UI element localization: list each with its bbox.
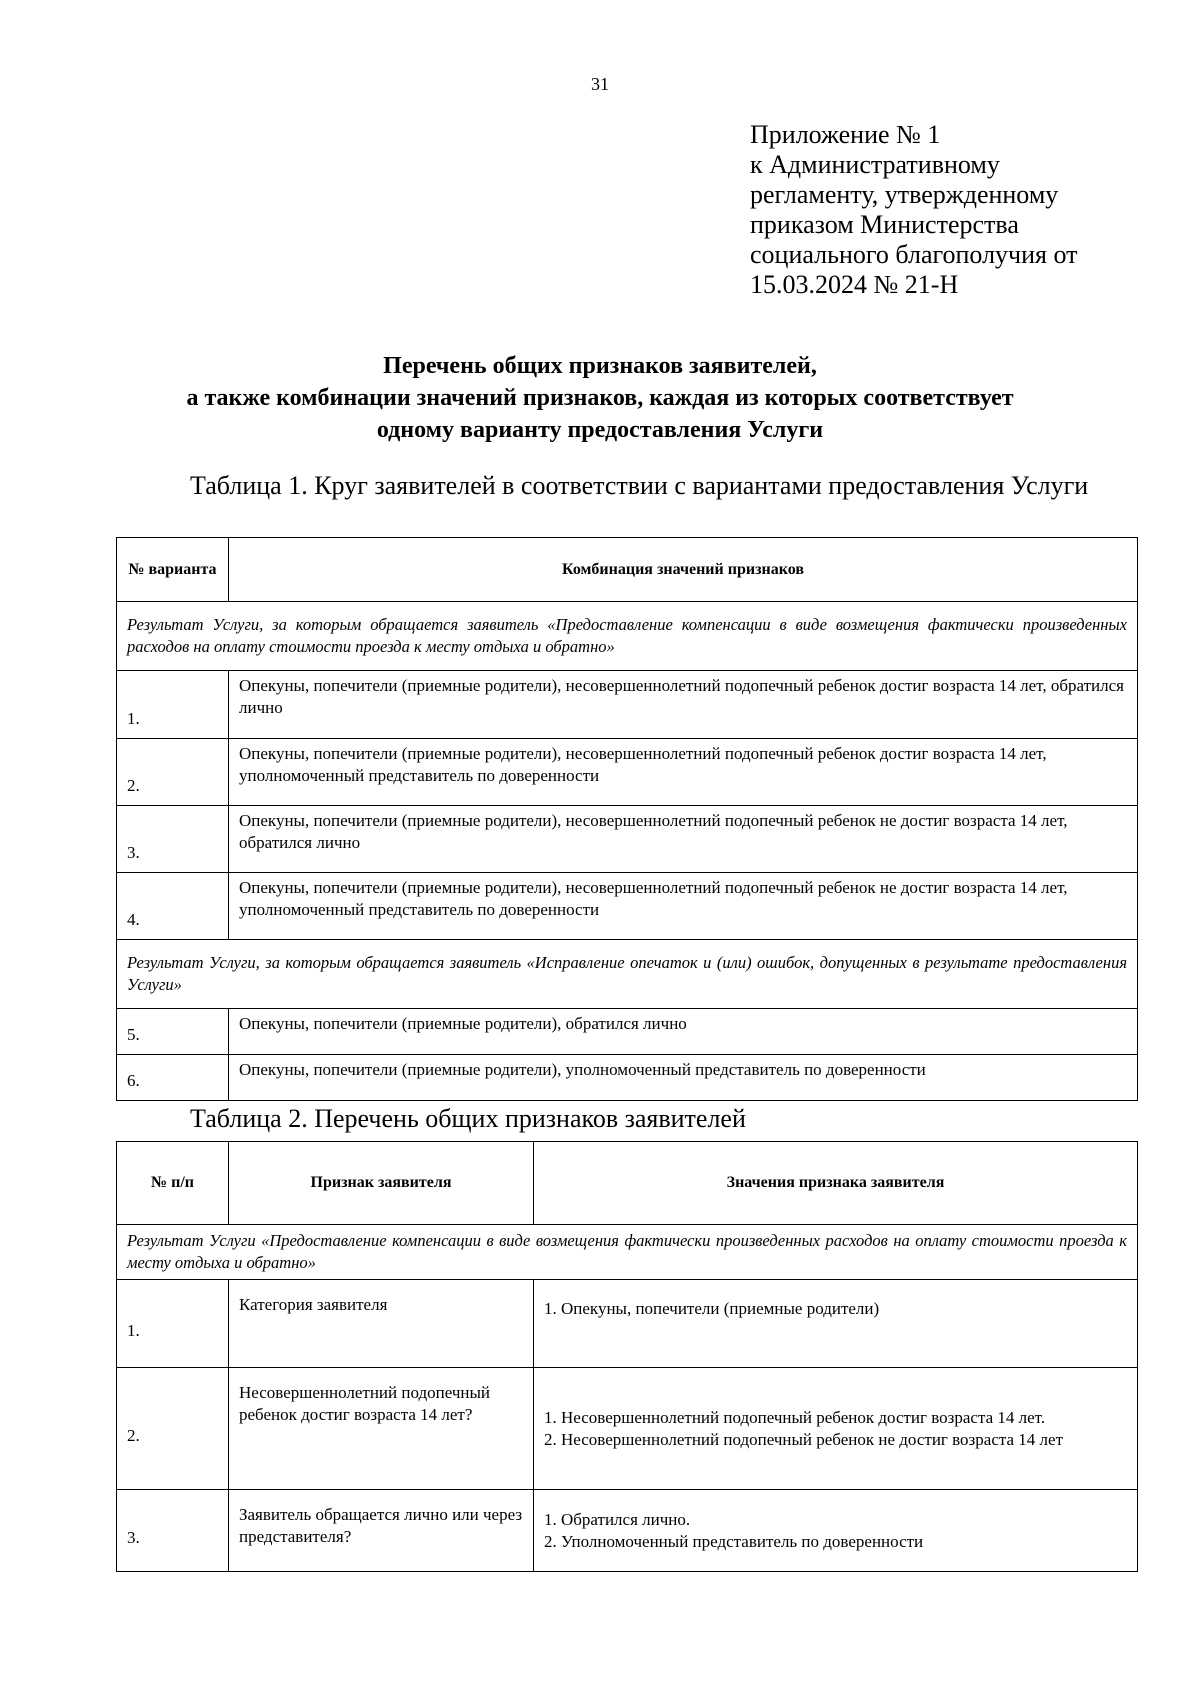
row-text: Опекуны, попечители (приемные родители), обратился лично bbox=[229, 1009, 1138, 1055]
row-number: 2. bbox=[117, 1368, 229, 1490]
group-heading: Результат Услуги, за которым обращается заявитель «Исправление опечаток и (или) ошибок, допущенных в результате предоставления Услуги» bbox=[117, 940, 1138, 1009]
appendix-line: регламенту, утвержденному bbox=[750, 180, 1059, 209]
table-header-row bbox=[117, 1142, 1138, 1225]
title-line: одному варианту предоставления Услуги bbox=[376, 417, 824, 443]
row-text: Опекуны, попечители (приемные родители), несовершеннолетний подопечный ребенок достиг возраста 14 лет, обратился лично bbox=[229, 671, 1138, 739]
sign-value: 1. Обратился лично. bbox=[544, 1509, 691, 1529]
group-heading-row bbox=[117, 602, 1138, 671]
row-number: 6. bbox=[117, 1055, 229, 1101]
group-heading: Результат Услуги «Предоставление компенсации в виде возмещения фактически произведенных расходов на оплату стоимости проезда к месту отдыха и обратно» bbox=[117, 1225, 1138, 1280]
row-number: 3. bbox=[117, 806, 229, 873]
table-row bbox=[117, 1368, 1138, 1490]
group-heading-row bbox=[117, 1225, 1138, 1280]
table-row bbox=[117, 1009, 1138, 1055]
document-title bbox=[100, 350, 1100, 446]
group-heading-row bbox=[117, 940, 1138, 1009]
sign-value: 2. Несовершеннолетний подопечный ребенок не достиг возраста 14 лет bbox=[544, 1429, 1064, 1449]
header-variant-number: № варианта bbox=[117, 538, 229, 602]
table-header-row bbox=[117, 538, 1138, 602]
row-text: Опекуны, попечители (приемные родители), несовершеннолетний подопечный ребенок не достиг возраста 14 лет, уполномоченный представитель по доверенности bbox=[229, 873, 1138, 940]
sign-values bbox=[534, 1280, 1138, 1368]
appendix-line: Приложение № 1 bbox=[750, 120, 941, 149]
row-number: 4. bbox=[117, 873, 229, 940]
header-combination: Комбинация значений признаков bbox=[229, 538, 1138, 602]
row-number: 5. bbox=[117, 1009, 229, 1055]
header-sign: Признак заявителя bbox=[229, 1142, 534, 1225]
table-row bbox=[117, 739, 1138, 806]
table-row bbox=[117, 1490, 1138, 1572]
row-text: Опекуны, попечители (приемные родители), уполномоченный представитель по доверенности bbox=[229, 1055, 1138, 1101]
title-line: Перечень общих признаков заявителей, bbox=[383, 353, 817, 379]
row-number: 2. bbox=[117, 739, 229, 806]
header-sign-values: Значения признака заявителя bbox=[534, 1142, 1138, 1225]
row-text: Опекуны, попечители (приемные родители), несовершеннолетний подопечный ребенок не достиг возраста 14 лет, обратился лично bbox=[229, 806, 1138, 873]
group-heading: Результат Услуги, за которым обращается заявитель «Предоставление компенсации в виде возмещения фактически произведенных расходов на оплату стоимости проезда к месту отдыха и обратно» bbox=[117, 602, 1138, 671]
table1-caption: Таблица 1. Круг заявителей в соответствии с вариантами предоставления Услуги bbox=[190, 471, 1089, 500]
sign-value: 1. Опекуны, попечители (приемные родители) bbox=[544, 1299, 880, 1318]
appendix-line: к Административному bbox=[750, 150, 1000, 179]
sign-name: Несовершеннолетний подопечный ребенок достиг возраста 14 лет? bbox=[229, 1368, 534, 1490]
applicant-signs-table bbox=[116, 1141, 1138, 1572]
sign-values bbox=[534, 1368, 1138, 1490]
table2-caption: Таблица 2. Перечень общих признаков заявителей bbox=[190, 1104, 746, 1133]
table-row bbox=[117, 873, 1138, 940]
title-line: а также комбинации значений признаков, каждая из которых соответствует bbox=[186, 385, 1014, 411]
header-number: № п/п bbox=[117, 1142, 229, 1225]
row-number: 1. bbox=[117, 1280, 229, 1368]
appendix-line: 15.03.2024 № 21-Н bbox=[750, 270, 959, 299]
sign-name: Категория заявителя bbox=[229, 1280, 534, 1368]
sign-values bbox=[534, 1490, 1138, 1572]
row-number: 1. bbox=[117, 671, 229, 739]
appendix-note bbox=[750, 120, 1170, 300]
sign-value: 2. Уполномоченный представитель по доверенности bbox=[544, 1531, 924, 1551]
table-row bbox=[117, 1055, 1138, 1101]
table-row bbox=[117, 671, 1138, 739]
row-text: Опекуны, попечители (приемные родители), несовершеннолетний подопечный ребенок достиг возраста 14 лет, уполномоченный представитель по доверенности bbox=[229, 739, 1138, 806]
table-row bbox=[117, 806, 1138, 873]
row-number: 3. bbox=[117, 1490, 229, 1572]
page-number: 31 bbox=[591, 74, 609, 94]
sign-name: Заявитель обращается лично или через представителя? bbox=[229, 1490, 534, 1572]
applicant-variants-table bbox=[116, 537, 1138, 1101]
sign-value: 1. Несовершеннолетний подопечный ребенок достиг возраста 14 лет. bbox=[544, 1407, 1046, 1427]
appendix-line: социального благополучия от bbox=[750, 240, 1078, 269]
table-row bbox=[117, 1280, 1138, 1368]
appendix-line: приказом Министерства bbox=[750, 210, 1019, 239]
